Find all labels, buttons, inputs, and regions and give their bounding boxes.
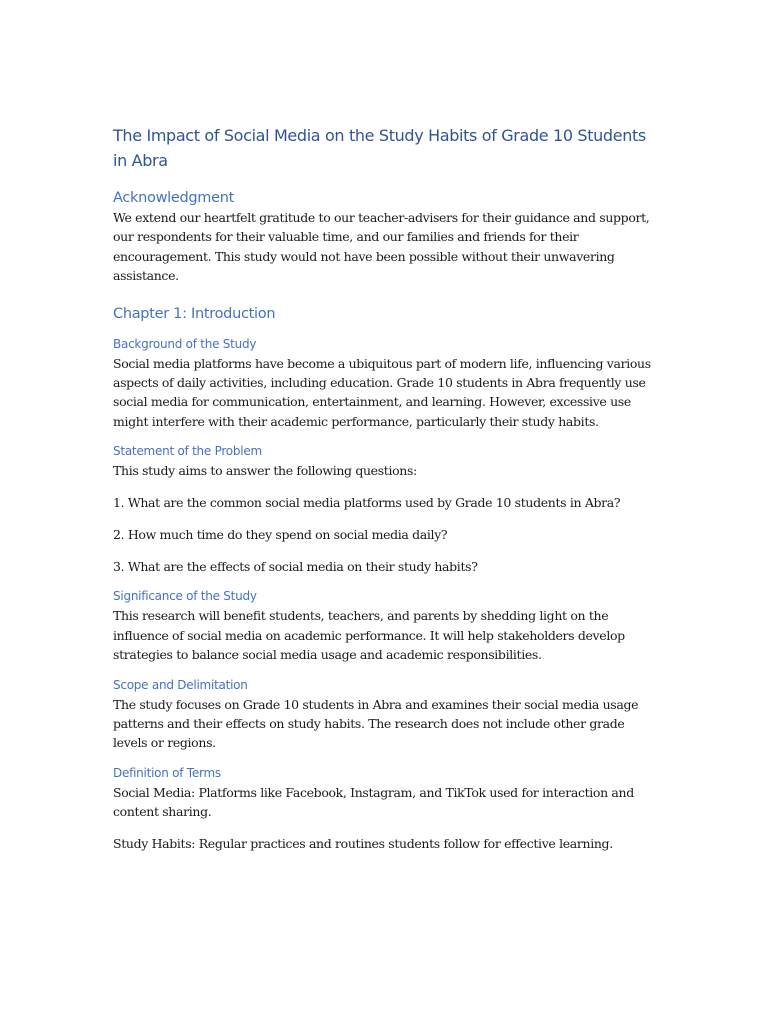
document-title: The Impact of Social Media on the Study Habits of Grade 10 Students in Abra	[113, 126, 646, 170]
scope-heading: Scope and Delimitation	[113, 677, 248, 692]
background-text: Social media platforms have become a ubiquitous part of modern life, influencing various aspects of daily activities, including education. Grade 10 students in Abra frequently use social media for communication, entertainment, and learning. However, excessive use might interfere with their academic performance, particularly their study habits.	[113, 355, 651, 429]
problem-heading: Statement of the Problem	[113, 444, 262, 459]
problem-question: 1. What are the common social media platforms used by Grade 10 students in Abra?	[113, 495, 621, 511]
definitions-heading: Definition of Terms	[113, 765, 221, 780]
chapter-heading: Chapter 1: Introduction	[113, 305, 276, 322]
background-heading: Background of the Study	[113, 336, 257, 351]
document-body	[113, 123, 658, 854]
scope-text: The study focuses on Grade 10 students in Abra and examines their social media usage patterns and their effects on study habits. The research does not include other grade levels or regions.	[113, 696, 639, 751]
acknowledgment-heading: Acknowledgment	[113, 190, 235, 206]
definition-term: Social Media: Platforms like Facebook, Instagram, and TikTok used for interaction and content sharing.	[113, 784, 634, 820]
definition-term: Study Habits: Regular practices and routines students follow for effective learning.	[113, 836, 613, 852]
significance-text: This research will benefit students, teachers, and parents by shedding light on the influence of social media on academic performance. It will help stakeholders develop strategies to balance social media usage and academic responsibilities.	[113, 608, 625, 663]
problem-intro: This study aims to answer the following questions:	[113, 463, 417, 479]
problem-question: 3. What are the effects of social media on their study habits?	[113, 558, 478, 574]
problem-question: 2. How much time do they spend on social media daily?	[113, 527, 448, 543]
acknowledgment-text: We extend our heartfelt gratitude to our teacher-advisers for their guidance and support, our respondents for their valuable time, and our families and friends for their encouragement. This study would not have been possible without their unwavering assistance.	[113, 210, 650, 284]
significance-heading: Significance of the Study	[113, 589, 257, 604]
